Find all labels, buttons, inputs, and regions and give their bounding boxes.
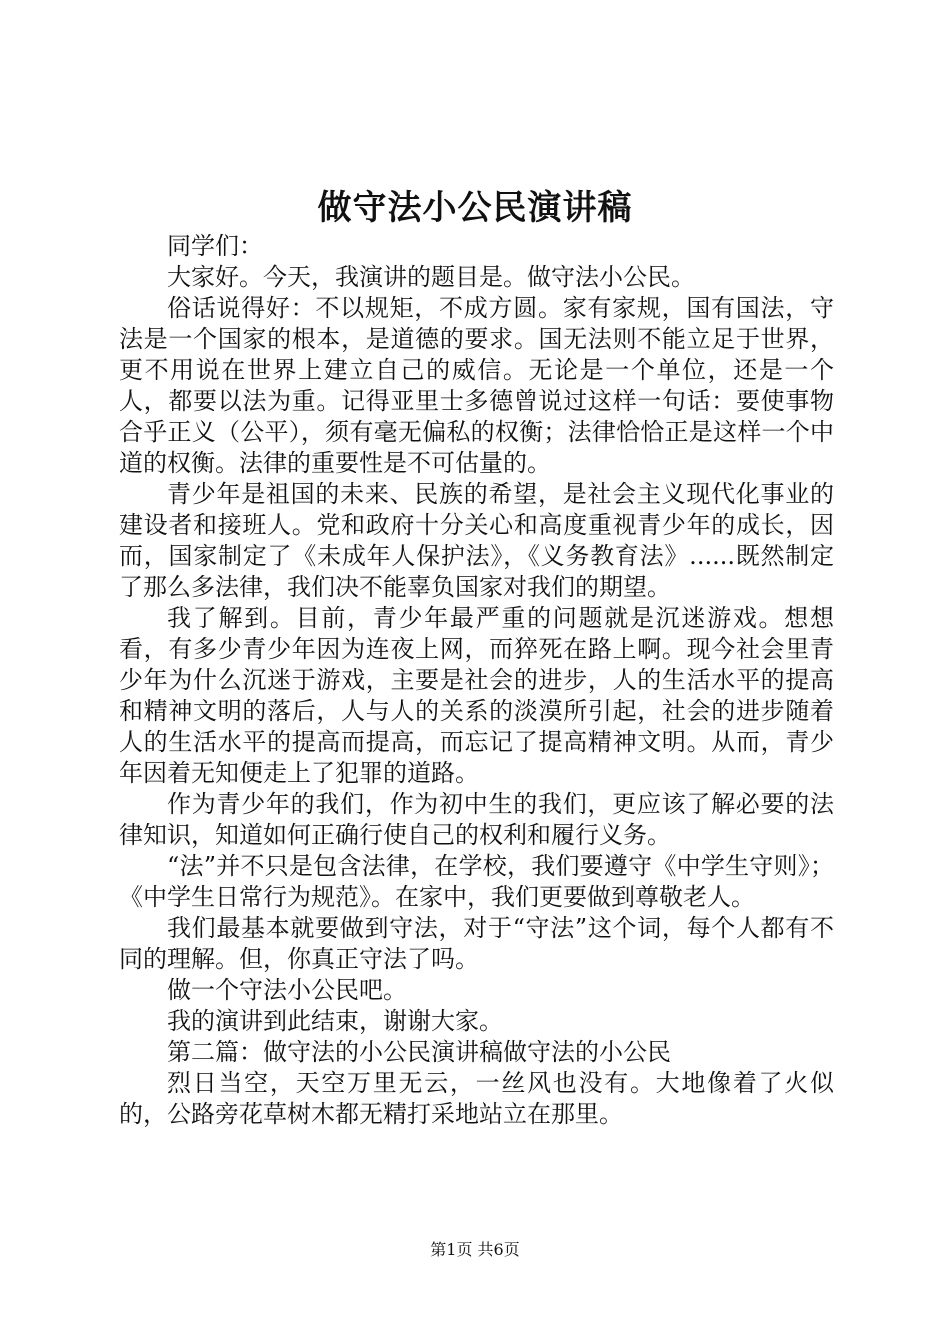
paragraph: 做一个守法小公民吧。: [167, 976, 407, 1004]
section-heading: 第二篇：做守法的小公民演讲稿做守法的小公民: [167, 1038, 671, 1066]
paragraph: “法”并不只是包含法律，在学校，我们要遵守《中学生守则》；《中学生日常行为规范》。在家中，我们更要做到尊敬老人。: [119, 852, 834, 911]
paragraph: 烈日当空，天空万里无云，一丝风也没有。大地像着了火似的，公路旁花草树木都无精打采地站立在那里。: [119, 1069, 834, 1128]
paragraph: 大家好。今天，我演讲的题目是。做守法小公民。: [167, 263, 695, 291]
paragraph: 我了解到。目前，青少年最严重的问题就是沉迷游戏。想想看，有多少青少年因为连夜上网，而猝死在路上啊。现今社会里青少年为什么沉迷于游戏，主要是社会的进步，人的生活水平的提高和精神文明的落后，人与人的关系的淡漠所引起，社会的进步随着人的生活水平的提高而提高，而忘记了提高精神文明。从而，青少年因着无知便走上了犯罪的道路。: [119, 604, 834, 787]
document-body: [119, 231, 834, 1130]
paragraph: 俗话说得好：不以规矩，不成方圆。家有家规，国有国法，守法是一个国家的根本，是道德的要求。国无法则不能立足于世界，更不用说在世界上建立自己的威信。无论是一个单位，还是一个人，都要以法为重。记得亚里士多德曾说过这样一句话：要使事物合乎正义（公平），须有毫无偏私的权衡；法律恰恰正是这样一个中道的权衡。法律的重要性是不可估量的。: [119, 294, 834, 477]
page-number-footer: 第1页 共6页: [430, 1240, 520, 1259]
document-title: 做守法小公民演讲稿: [317, 188, 633, 228]
paragraph: 青少年是祖国的未来、民族的希望，是社会主义现代化事业的建设者和接班人。党和政府十分关心和高度重视青少年的成长，因而，国家制定了《未成年人保护法》，《义务教育法》......既然制定了那么多法律，我们决不能辜负国家对我们的期望。: [119, 480, 834, 601]
paragraph: 作为青少年的我们，作为初中生的我们，更应该了解必要的法律知识，知道如何正确行使自己的权利和履行义务。: [119, 790, 834, 849]
paragraph: 我们最基本就要做到守法，对于“守法”这个词，每个人都有不同的理解。但，你真正守法了吗。: [119, 914, 834, 973]
paragraph-closing: 我的演讲到此结束，谢谢大家。: [167, 1007, 503, 1035]
paragraph-greeting: 同学们：: [167, 232, 263, 260]
